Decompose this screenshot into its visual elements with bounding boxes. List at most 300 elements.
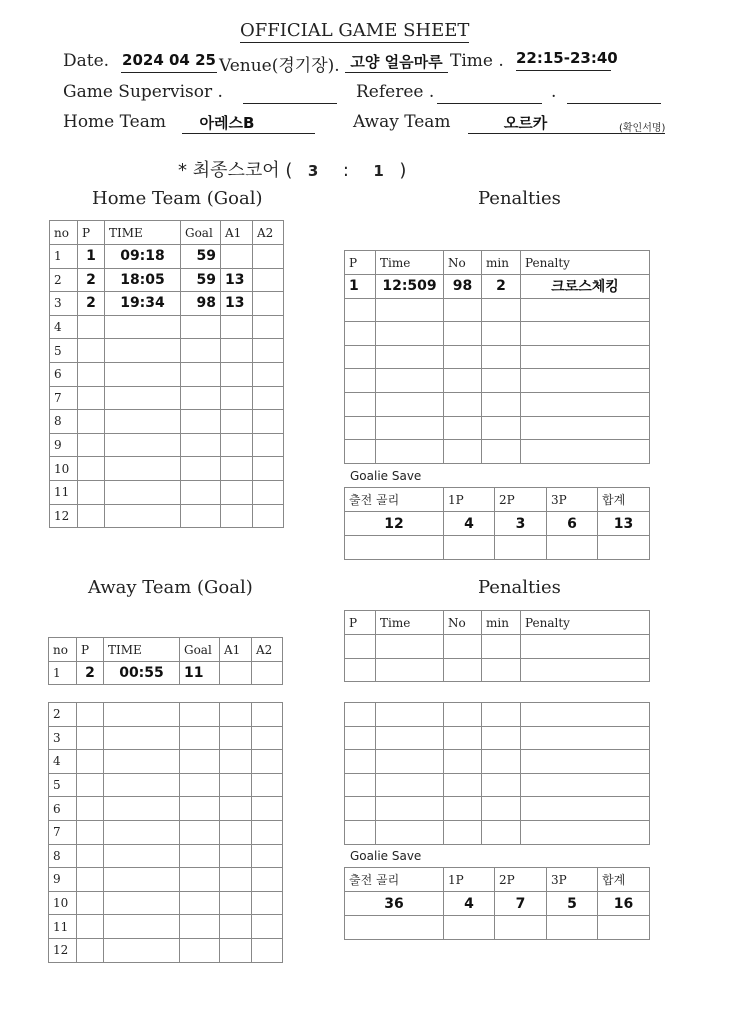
table-cell[interactable]: [376, 820, 444, 844]
col-penalty: Penalty: [521, 611, 650, 635]
table-cell[interactable]: [345, 440, 376, 464]
table-cell[interactable]: [105, 315, 181, 339]
table-cell[interactable]: [252, 844, 283, 868]
row-no: 8: [49, 844, 77, 868]
table-cell[interactable]: [376, 322, 444, 346]
table-cell[interactable]: [104, 750, 180, 774]
col-total: 합계: [598, 868, 650, 892]
home-score: 3: [307, 162, 319, 180]
away-team-label: Away Team: [353, 112, 451, 132]
table-cell[interactable]: [444, 440, 482, 464]
empty-cell[interactable]: [495, 916, 547, 940]
table-cell[interactable]: [252, 703, 283, 727]
table-cell[interactable]: [181, 386, 221, 410]
table-cell[interactable]: [521, 773, 650, 797]
table-cell[interactable]: [77, 844, 104, 868]
table-cell[interactable]: [482, 773, 521, 797]
table-cell[interactable]: [252, 773, 283, 797]
table-cell[interactable]: [521, 392, 650, 416]
table-cell[interactable]: [181, 315, 221, 339]
table-cell[interactable]: [77, 820, 104, 844]
time-label: Time .: [450, 51, 504, 71]
table-cell[interactable]: [180, 820, 220, 844]
table-cell[interactable]: [77, 868, 104, 892]
time-value: 22:15-23:40: [516, 49, 618, 67]
table-cell[interactable]: [376, 703, 444, 727]
table-cell[interactable]: [221, 315, 253, 339]
col-goal: Goal: [181, 221, 221, 245]
table-row: [50, 268, 284, 292]
table-cell[interactable]: [221, 480, 253, 504]
col-period: P: [345, 251, 376, 275]
table-cell[interactable]: [444, 773, 482, 797]
table-cell[interactable]: 2: [78, 268, 105, 292]
table-row: [49, 703, 283, 727]
col-a2: A2: [253, 221, 284, 245]
table-cell[interactable]: [376, 345, 444, 369]
table-cell[interactable]: [181, 410, 221, 434]
col-time: TIME: [105, 221, 181, 245]
table-cell[interactable]: [220, 726, 252, 750]
table-cell[interactable]: [345, 392, 376, 416]
table-cell[interactable]: [220, 891, 252, 915]
table-cell[interactable]: [104, 726, 180, 750]
table-cell[interactable]: 2: [482, 275, 521, 299]
final-score: [178, 156, 406, 182]
table-cell[interactable]: [345, 298, 376, 322]
table-cell[interactable]: [521, 750, 650, 774]
goal-cell[interactable]: 11: [180, 662, 220, 685]
row-no: 11: [50, 480, 78, 504]
table-row: [345, 703, 650, 727]
table-row: [50, 362, 284, 386]
table-cell[interactable]: [104, 868, 180, 892]
col-player-no: No: [444, 251, 482, 275]
away-goals-title: Away Team (Goal): [88, 577, 253, 598]
saves-1p[interactable]: 4: [444, 512, 495, 536]
empty-cell[interactable]: [547, 916, 598, 940]
table-cell[interactable]: [78, 410, 105, 434]
table-cell[interactable]: [252, 938, 283, 962]
col-3p: 3P: [547, 868, 598, 892]
table-cell[interactable]: 19:34: [105, 292, 181, 316]
table-cell[interactable]: 13: [221, 268, 253, 292]
table-cell[interactable]: [105, 410, 181, 434]
table-cell[interactable]: [345, 726, 376, 750]
goalie-number[interactable]: 36: [345, 892, 444, 916]
table-cell[interactable]: [253, 339, 284, 363]
table-cell[interactable]: [345, 820, 376, 844]
table-cell[interactable]: [521, 298, 650, 322]
table-row: [49, 750, 283, 774]
table-cell[interactable]: [180, 726, 220, 750]
table-cell[interactable]: [521, 440, 650, 464]
empty-cell[interactable]: [345, 536, 444, 560]
empty-cell[interactable]: [495, 536, 547, 560]
table-cell[interactable]: [180, 844, 220, 868]
table-cell[interactable]: [221, 504, 253, 528]
table-cell[interactable]: [482, 797, 521, 821]
table-cell[interactable]: [104, 938, 180, 962]
table-cell[interactable]: [221, 245, 253, 269]
table-cell[interactable]: [376, 369, 444, 393]
table-cell[interactable]: [220, 797, 252, 821]
table-cell[interactable]: [482, 703, 521, 727]
empty-cell[interactable]: [444, 536, 495, 560]
table-cell[interactable]: [221, 339, 253, 363]
table-cell[interactable]: [77, 938, 104, 962]
table-cell[interactable]: [220, 750, 252, 774]
table-cell[interactable]: [104, 797, 180, 821]
table-cell[interactable]: [77, 726, 104, 750]
table-cell[interactable]: [444, 298, 482, 322]
table-row: [345, 440, 650, 464]
table-cell[interactable]: [105, 386, 181, 410]
table-cell[interactable]: [521, 726, 650, 750]
table-cell[interactable]: 1: [78, 245, 105, 269]
table-row: [49, 797, 283, 821]
away-goals-table-continued: [48, 702, 283, 963]
table-cell[interactable]: [482, 820, 521, 844]
saves-total[interactable]: 16: [598, 892, 650, 916]
referee-dot: .: [551, 82, 557, 102]
table-cell[interactable]: [376, 797, 444, 821]
col-no: no: [50, 221, 78, 245]
table-cell[interactable]: [180, 891, 220, 915]
table-cell[interactable]: [180, 915, 220, 939]
table-cell[interactable]: [105, 480, 181, 504]
row-no: 10: [50, 457, 78, 481]
table-cell[interactable]: [78, 433, 105, 457]
table-cell[interactable]: [77, 891, 104, 915]
table-cell[interactable]: [376, 416, 444, 440]
table-cell[interactable]: [77, 915, 104, 939]
table-row: [345, 275, 650, 299]
table-cell[interactable]: [482, 440, 521, 464]
table-cell[interactable]: [482, 726, 521, 750]
table-cell[interactable]: [444, 392, 482, 416]
row-no: 4: [50, 315, 78, 339]
table-cell[interactable]: [521, 416, 650, 440]
table-row: [49, 844, 283, 868]
table-cell[interactable]: [345, 322, 376, 346]
table-cell[interactable]: 18:05: [105, 268, 181, 292]
table-cell[interactable]: [105, 433, 181, 457]
table-cell[interactable]: [444, 416, 482, 440]
home-penalties-header: [345, 251, 650, 275]
col-minutes: min: [482, 611, 521, 635]
empty-cell[interactable]: [345, 916, 444, 940]
table-cell[interactable]: [444, 703, 482, 727]
col-player-no: No: [444, 611, 482, 635]
saves-3p[interactable]: 6: [547, 512, 598, 536]
table-cell[interactable]: [253, 386, 284, 410]
table-cell[interactable]: [252, 797, 283, 821]
table-cell[interactable]: 2: [78, 292, 105, 316]
table-cell[interactable]: [105, 362, 181, 386]
table-cell[interactable]: [181, 504, 221, 528]
table-cell[interactable]: [220, 703, 252, 727]
table-cell[interactable]: [345, 369, 376, 393]
a1-cell[interactable]: [220, 662, 252, 685]
table-row: [50, 480, 284, 504]
empty-cell[interactable]: [547, 536, 598, 560]
row-no: 2: [50, 268, 78, 292]
table-cell[interactable]: [78, 504, 105, 528]
home-goals-header: [50, 221, 284, 245]
table-cell[interactable]: [77, 773, 104, 797]
row-no: 5: [50, 339, 78, 363]
home-penalties-table: [344, 250, 650, 464]
table-cell[interactable]: 98: [444, 275, 482, 299]
table-cell[interactable]: [444, 369, 482, 393]
col-goal: Goal: [180, 638, 220, 662]
table-cell[interactable]: [220, 915, 252, 939]
home-goalie-label: Goalie Save: [350, 469, 422, 483]
row-no: 1: [49, 662, 77, 685]
table-cell[interactable]: [345, 703, 376, 727]
row-no: 11: [49, 915, 77, 939]
a2-cell[interactable]: [252, 662, 283, 685]
table-row: [345, 416, 650, 440]
table-cell[interactable]: [376, 392, 444, 416]
saves-2p[interactable]: 7: [495, 892, 547, 916]
referee-label: Referee .: [356, 82, 435, 102]
table-cell[interactable]: [181, 362, 221, 386]
venue-value: 고양 얼음마루: [350, 53, 443, 71]
table-cell[interactable]: [220, 844, 252, 868]
table-cell[interactable]: 1: [345, 275, 376, 299]
table-cell[interactable]: [252, 891, 283, 915]
table-cell[interactable]: [77, 797, 104, 821]
table-row: [345, 773, 650, 797]
table-cell[interactable]: [252, 868, 283, 892]
table-cell[interactable]: [253, 268, 284, 292]
away-goalie-label: Goalie Save: [350, 849, 422, 863]
col-1p: 1P: [444, 488, 495, 512]
table-cell[interactable]: [482, 658, 521, 682]
table-cell[interactable]: [77, 703, 104, 727]
saves-total[interactable]: 13: [598, 512, 650, 536]
table-cell[interactable]: [253, 457, 284, 481]
table-cell[interactable]: [104, 844, 180, 868]
table-cell[interactable]: [180, 938, 220, 962]
table-cell[interactable]: [376, 773, 444, 797]
table-cell[interactable]: [252, 915, 283, 939]
table-row: [345, 658, 650, 682]
table-cell[interactable]: [253, 245, 284, 269]
col-time: Time: [376, 611, 444, 635]
table-cell[interactable]: [221, 410, 253, 434]
table-cell[interactable]: [77, 750, 104, 774]
table-cell[interactable]: [253, 480, 284, 504]
col-goalie: 출전 골리: [345, 868, 444, 892]
table-cell[interactable]: [78, 457, 105, 481]
table-cell[interactable]: [444, 797, 482, 821]
saves-2p[interactable]: 3: [495, 512, 547, 536]
table-cell[interactable]: [220, 820, 252, 844]
home-goals-table: [49, 220, 284, 528]
home-team-value: 아레스B: [199, 114, 255, 132]
table-cell[interactable]: [345, 416, 376, 440]
table-cell[interactable]: [376, 750, 444, 774]
table-cell[interactable]: [345, 658, 376, 682]
empty-cell[interactable]: [444, 916, 495, 940]
table-cell[interactable]: [78, 480, 105, 504]
table-cell[interactable]: [482, 298, 521, 322]
table-row: [345, 797, 650, 821]
table-cell[interactable]: [252, 726, 283, 750]
row-no: 12: [49, 938, 77, 962]
table-cell[interactable]: [252, 750, 283, 774]
table-cell[interactable]: [104, 703, 180, 727]
col-no: no: [49, 638, 77, 662]
table-cell[interactable]: [180, 703, 220, 727]
table-cell[interactable]: [345, 797, 376, 821]
table-row: [50, 292, 284, 316]
home-goalie-values: [345, 512, 650, 536]
away-penalties-table-continued: [344, 702, 650, 845]
table-cell[interactable]: [482, 369, 521, 393]
table-cell[interactable]: [521, 658, 650, 682]
table-row: [345, 298, 650, 322]
table-cell[interactable]: [104, 773, 180, 797]
table-cell[interactable]: [253, 504, 284, 528]
table-cell[interactable]: 09:18: [105, 245, 181, 269]
table-cell[interactable]: [252, 820, 283, 844]
table-cell[interactable]: [521, 322, 650, 346]
col-period: P: [78, 221, 105, 245]
table-cell[interactable]: [482, 635, 521, 659]
table-cell[interactable]: 12:509: [376, 275, 444, 299]
table-cell[interactable]: [521, 369, 650, 393]
table-cell[interactable]: [181, 480, 221, 504]
table-cell[interactable]: [444, 322, 482, 346]
table-cell[interactable]: [181, 433, 221, 457]
table-cell[interactable]: 59: [181, 268, 221, 292]
table-cell[interactable]: [345, 635, 376, 659]
table-cell[interactable]: [221, 386, 253, 410]
table-cell[interactable]: [221, 457, 253, 481]
table-cell[interactable]: [105, 339, 181, 363]
home-goalie-empty-row: [345, 536, 650, 560]
referee2-field[interactable]: [567, 83, 661, 104]
table-cell[interactable]: [104, 915, 180, 939]
table-cell[interactable]: [376, 635, 444, 659]
table-cell[interactable]: [345, 773, 376, 797]
table-cell[interactable]: [253, 292, 284, 316]
table-cell[interactable]: [221, 433, 253, 457]
row-no: 9: [50, 433, 78, 457]
table-cell[interactable]: [253, 433, 284, 457]
table-cell[interactable]: [105, 457, 181, 481]
table-cell[interactable]: [78, 386, 105, 410]
table-cell[interactable]: [521, 635, 650, 659]
empty-cell[interactable]: [598, 536, 650, 560]
table-cell[interactable]: [220, 938, 252, 962]
col-minutes: min: [482, 251, 521, 275]
table-cell[interactable]: [521, 345, 650, 369]
period-cell[interactable]: 2: [77, 662, 104, 685]
table-cell[interactable]: [253, 410, 284, 434]
table-cell[interactable]: [253, 362, 284, 386]
table-cell[interactable]: [482, 392, 521, 416]
home-team-label: Home Team: [63, 112, 166, 132]
empty-cell[interactable]: [598, 916, 650, 940]
table-cell[interactable]: [444, 726, 482, 750]
table-cell[interactable]: [180, 750, 220, 774]
table-cell[interactable]: [78, 362, 105, 386]
table-cell[interactable]: [253, 315, 284, 339]
supervisor-field[interactable]: [243, 83, 337, 104]
final-score-prefix: * 최종스코어 (: [178, 160, 293, 181]
table-cell[interactable]: [345, 750, 376, 774]
table-cell[interactable]: 13: [221, 292, 253, 316]
table-cell[interactable]: [444, 658, 482, 682]
table-cell[interactable]: [181, 457, 221, 481]
table-cell[interactable]: 98: [181, 292, 221, 316]
table-cell[interactable]: [521, 703, 650, 727]
table-row: [50, 245, 284, 269]
table-cell[interactable]: [180, 773, 220, 797]
row-no: 3: [50, 292, 78, 316]
row-no: 5: [49, 773, 77, 797]
row-no: 6: [49, 797, 77, 821]
table-cell[interactable]: [482, 345, 521, 369]
table-cell[interactable]: 59: [181, 245, 221, 269]
table-cell[interactable]: [104, 820, 180, 844]
referee-field[interactable]: [437, 83, 542, 104]
table-cell[interactable]: [444, 345, 482, 369]
table-cell[interactable]: [376, 440, 444, 464]
table-cell[interactable]: [104, 891, 180, 915]
row-no: 12: [50, 504, 78, 528]
sheet-title: OFFICIAL GAME SHEET: [240, 20, 470, 41]
table-cell[interactable]: [376, 298, 444, 322]
table-cell[interactable]: [521, 820, 650, 844]
table-cell[interactable]: [221, 362, 253, 386]
table-cell[interactable]: [444, 635, 482, 659]
table-cell[interactable]: [220, 773, 252, 797]
table-cell[interactable]: [78, 315, 105, 339]
date-value: 2024 04 25: [122, 51, 216, 69]
table-cell[interactable]: [345, 345, 376, 369]
table-cell[interactable]: [180, 797, 220, 821]
table-cell[interactable]: [482, 322, 521, 346]
away-goals-table: [48, 637, 283, 685]
away-penalties-title: Penalties: [478, 577, 561, 598]
table-cell[interactable]: 크로스체킹: [521, 275, 650, 299]
goalie-number[interactable]: 12: [345, 512, 444, 536]
table-cell[interactable]: [181, 339, 221, 363]
saves-3p[interactable]: 5: [547, 892, 598, 916]
table-cell[interactable]: [376, 726, 444, 750]
table-cell[interactable]: [521, 797, 650, 821]
table-row: [50, 339, 284, 363]
table-cell[interactable]: [105, 504, 181, 528]
table-cell[interactable]: [444, 820, 482, 844]
time-cell[interactable]: 00:55: [104, 662, 180, 685]
col-period: P: [345, 611, 376, 635]
table-cell[interactable]: [220, 868, 252, 892]
table-cell[interactable]: [482, 750, 521, 774]
table-cell[interactable]: [78, 339, 105, 363]
table-cell[interactable]: [482, 416, 521, 440]
table-cell[interactable]: [180, 868, 220, 892]
table-cell[interactable]: [444, 750, 482, 774]
saves-1p[interactable]: 4: [444, 892, 495, 916]
table-cell[interactable]: [376, 658, 444, 682]
